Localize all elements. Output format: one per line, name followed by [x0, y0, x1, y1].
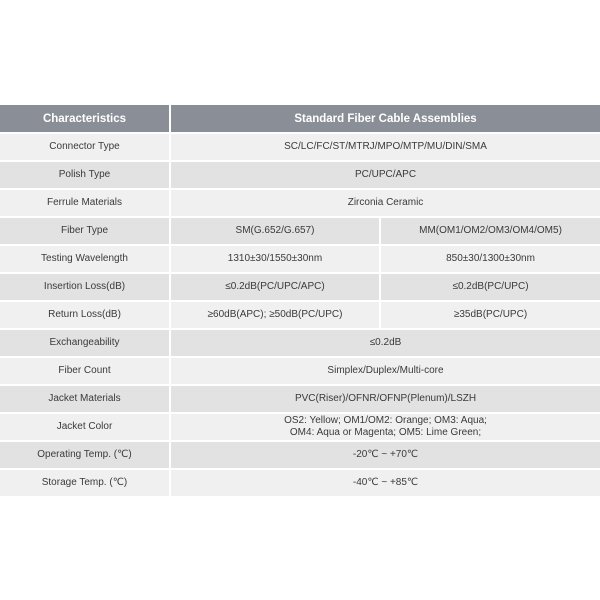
row-return-loss [0, 301, 600, 329]
row-value: SC/LC/FC/ST/MTRJ/MPO/MTP/MU/DIN/SMA [170, 133, 600, 161]
jacket-color-line-2: OM4: Aqua or Magenta; OM5: Lime Green; [289, 427, 482, 438]
header-assemblies: Standard Fiber Cable Assemblies [170, 105, 600, 133]
row-value-sm: ≤0.2dB(PC/UPC/APC) [170, 273, 380, 301]
row-polish-type [0, 161, 600, 189]
row-label: Storage Temp. (℃) [0, 469, 170, 497]
header-row [0, 105, 600, 133]
jacket-color-line-1: OS2: Yellow; OM1/OM2: Orange; OM3: Aqua; [284, 415, 487, 426]
row-jacket-color [0, 413, 600, 441]
row-value-mm: ≥35dB(PC/UPC) [380, 301, 600, 329]
spec-table [0, 105, 600, 498]
row-storage-temp [0, 469, 600, 497]
row-value-mm: ≤0.2dB(PC/UPC) [380, 273, 600, 301]
row-value-mm: MM(OM1/OM2/OM3/OM4/OM5) [380, 217, 600, 245]
row-ferrule-materials [0, 189, 600, 217]
row-label: Testing Wavelength [0, 245, 170, 273]
row-label: Return Loss(dB) [0, 301, 170, 329]
row-testing-wavelength [0, 245, 600, 273]
row-insertion-loss [0, 273, 600, 301]
row-value: PC/UPC/APC [170, 161, 600, 189]
row-value: -40℃ ~ +85℃ [170, 469, 600, 497]
row-jacket-materials [0, 385, 600, 413]
row-value [170, 413, 600, 441]
row-operating-temp [0, 441, 600, 469]
row-value: ≤0.2dB [170, 329, 600, 357]
row-label: Exchangeability [0, 329, 170, 357]
row-fiber-type [0, 217, 600, 245]
row-label: Insertion Loss(dB) [0, 273, 170, 301]
row-fiber-count [0, 357, 600, 385]
row-value: Simplex/Duplex/Multi-core [170, 357, 600, 385]
row-value-sm: 1310±30/1550±30nm [170, 245, 380, 273]
row-value: Zirconia Ceramic [170, 189, 600, 217]
row-value-sm: SM(G.652/G.657) [170, 217, 380, 245]
row-label: Operating Temp. (℃) [0, 441, 170, 469]
row-label: Fiber Type [0, 217, 170, 245]
row-connector-type [0, 133, 600, 161]
row-label: Jacket Materials [0, 385, 170, 413]
row-value: -20℃ ~ +70℃ [170, 441, 600, 469]
row-exchangeability [0, 329, 600, 357]
row-value-sm: ≥60dB(APC); ≥50dB(PC/UPC) [170, 301, 380, 329]
row-label: Jacket Color [0, 413, 170, 441]
row-label: Fiber Count [0, 357, 170, 385]
row-label: Polish Type [0, 161, 170, 189]
header-characteristics: Characteristics [0, 105, 170, 133]
row-label: Connector Type [0, 133, 170, 161]
row-label: Ferrule Materials [0, 189, 170, 217]
row-value-mm: 850±30/1300±30nm [380, 245, 600, 273]
row-value: PVC(Riser)/OFNR/OFNP(Plenum)/LSZH [170, 385, 600, 413]
